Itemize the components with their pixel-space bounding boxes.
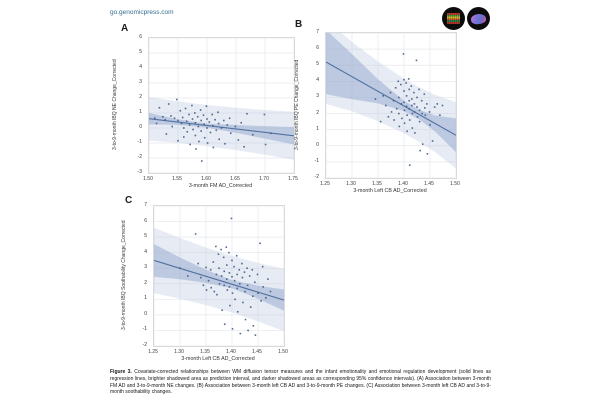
x-axis-label-c: 3-month Left CB AD_Corrected [181,356,255,362]
scatter-plot-b [325,32,457,179]
x-axis-label-a: 3-month FM AD_Corrected [188,183,253,189]
figure-caption-label: Figure 3. [110,369,132,375]
microarray-grid [447,13,460,24]
y-tick-label: 0 [316,141,319,148]
y-tick-label: -3 [137,169,142,175]
y-tick-label: 7 [144,202,147,208]
x-tick-label: 1.50 [450,181,460,187]
y-tick-label: -1 [142,326,147,333]
x-tick-label: 1.45 [252,349,262,355]
y-axis-label-c: 3-to-9-month IBQ Soothability Change_Corrected [121,220,127,330]
y-tick-label: 5 [139,49,142,55]
x-tick-label: 1.40 [226,349,236,355]
y-tick-label: 2 [144,279,147,286]
y-tick-label: 6 [316,45,319,52]
x-tick-label: 1.30 [346,181,356,187]
x-tick-label: 1.35 [372,181,382,187]
panel-letter-b: B [295,19,303,30]
y-tick-label: 3 [144,264,147,271]
x-tick-label: 1.70 [259,176,269,182]
x-tick-label: 1.30 [174,349,184,355]
x-tick-label: 1.25 [320,181,330,187]
y-tick-label: -2 [314,174,319,180]
y-tick-label: -1 [314,157,319,164]
y-tick-label: 0 [139,124,142,130]
x-axis-ticks-b [320,180,460,188]
y-tick-label: 7 [316,29,319,35]
brain-shape [470,13,486,25]
brain-icon [467,7,490,30]
y-axis-ticks-a [125,34,145,175]
y-tick-label: 2 [139,94,142,100]
x-tick-label: 1.40 [398,181,408,187]
y-tick-label: 5 [316,61,319,68]
y-tick-label: 4 [144,248,147,255]
y-axis-ticks-b [305,29,322,180]
y-tick-label: -1 [137,139,142,145]
figure-caption [110,369,491,396]
y-tick-label: 3 [316,93,319,100]
y-tick-label: 1 [316,125,319,132]
x-tick-label: 1.50 [278,349,288,355]
x-tick-label: 1.55 [172,176,182,182]
y-tick-label: 1 [144,295,147,302]
y-tick-label: 4 [316,77,319,84]
y-tick-label: 3 [139,79,142,85]
y-tick-label: 6 [144,217,147,224]
x-tick-label: 1.60 [201,176,211,182]
y-tick-label: -2 [137,154,142,160]
scatter-plot-a [148,37,295,174]
x-tick-label: 1.75 [288,176,298,182]
panel-letter-c: C [125,195,133,206]
site-link[interactable]: go.genomicpress.com [110,9,174,16]
x-tick-label: 1.25 [148,349,158,355]
x-tick-label: 1.45 [424,181,434,187]
panel-letter-a: A [121,23,129,34]
x-tick-label: 1.65 [230,176,240,182]
x-axis-ticks-c [148,348,288,356]
x-tick-label: 1.35 [200,349,210,355]
dna-microarray-chip-icon [442,7,465,30]
y-tick-label: 6 [139,34,142,40]
x-tick-label: 1.50 [143,176,153,182]
y-tick-label: 0 [144,310,147,317]
y-axis-label-b: 3-to-9-month IBQ PE Change_Corrected [294,59,300,150]
y-tick-label: 2 [316,109,319,116]
scatter-plot-c [153,205,285,347]
x-axis-label-b: 3-month Left CB AD_Corrected [353,188,427,194]
y-tick-label: 1 [139,109,142,115]
y-axis-ticks-c [133,202,150,348]
y-tick-label: -2 [142,342,147,348]
y-tick-label: 4 [139,64,142,70]
x-axis-ticks-a [143,175,298,183]
figure-caption-text: Covariate-corrected relationships between WM diffusion tensor measures and the infant emotionality and emotional regulation development (solid lines as regression lines, brighter shadowed area as prediction interval, and darker shadowed areas as corresponding 95% confidence intervals). (A) Association between 3-month FM AD and 3-to-9-month NE changes. (B) Association between 3-month left CB AD and 3-to-9-month PE changes. (C) Association between 3-month left CB AD and 3-to-9-month soothability changes. [110,369,492,396]
y-axis-label-a: 3-to-9-month IBQ NE Change_Corrected [112,59,118,150]
y-tick-label: 5 [144,233,147,240]
